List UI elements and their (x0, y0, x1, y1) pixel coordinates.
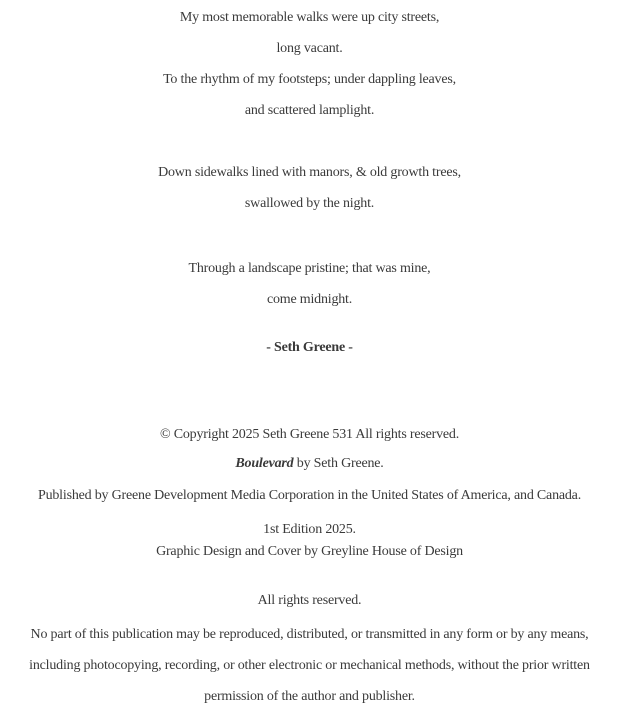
rights-line: No part of this publication may be reproduced, distributed, or transmitted in any form or by any means, (30, 627, 589, 642)
poem-stanza-2 (0, 157, 619, 219)
copyright-line: © Copyright 2025 Seth Greene 531 All rights reserved. (159, 427, 460, 442)
rights-notice (0, 585, 619, 712)
colophon (0, 420, 619, 566)
poem-stanza-3 (0, 253, 619, 315)
poem-line: To the rhythm of my footsteps; under dappling leaves, (163, 72, 456, 87)
edition-line: 1st Edition 2025. (263, 522, 356, 537)
poem-line: Through a landscape pristine; that was mine, (188, 261, 431, 276)
byline: by Seth Greene. (293, 456, 384, 471)
design-credit-line: Graphic Design and Cover by Greyline House of Design (156, 544, 463, 559)
poem-line: Down sidewalks lined with manors, & old growth trees, (158, 165, 461, 180)
rights-line: All rights reserved. (257, 593, 362, 608)
poem-line: come midnight. (266, 292, 353, 307)
poem-line: long vacant. (276, 41, 343, 56)
poem (0, 2, 619, 363)
poem-stanza-1 (0, 2, 619, 126)
poem-line: swallowed by the night. (244, 196, 375, 211)
poem-author-attribution: - Seth Greene - (266, 340, 353, 355)
poem-line: and scattered lamplight. (244, 103, 375, 118)
rights-line: including photocopying, recording, or other electronic or mechanical methods, without the prior written (29, 658, 590, 673)
rights-line: permission of the author and publisher. (204, 689, 415, 704)
poem-line: My most memorable walks were up city streets, (179, 10, 440, 25)
book-title: Boulevard (235, 456, 294, 471)
publisher-line: Published by Greene Development Media Corporation in the United States of America, and Canada. (38, 488, 581, 503)
title-byline-line (0, 449, 619, 478)
